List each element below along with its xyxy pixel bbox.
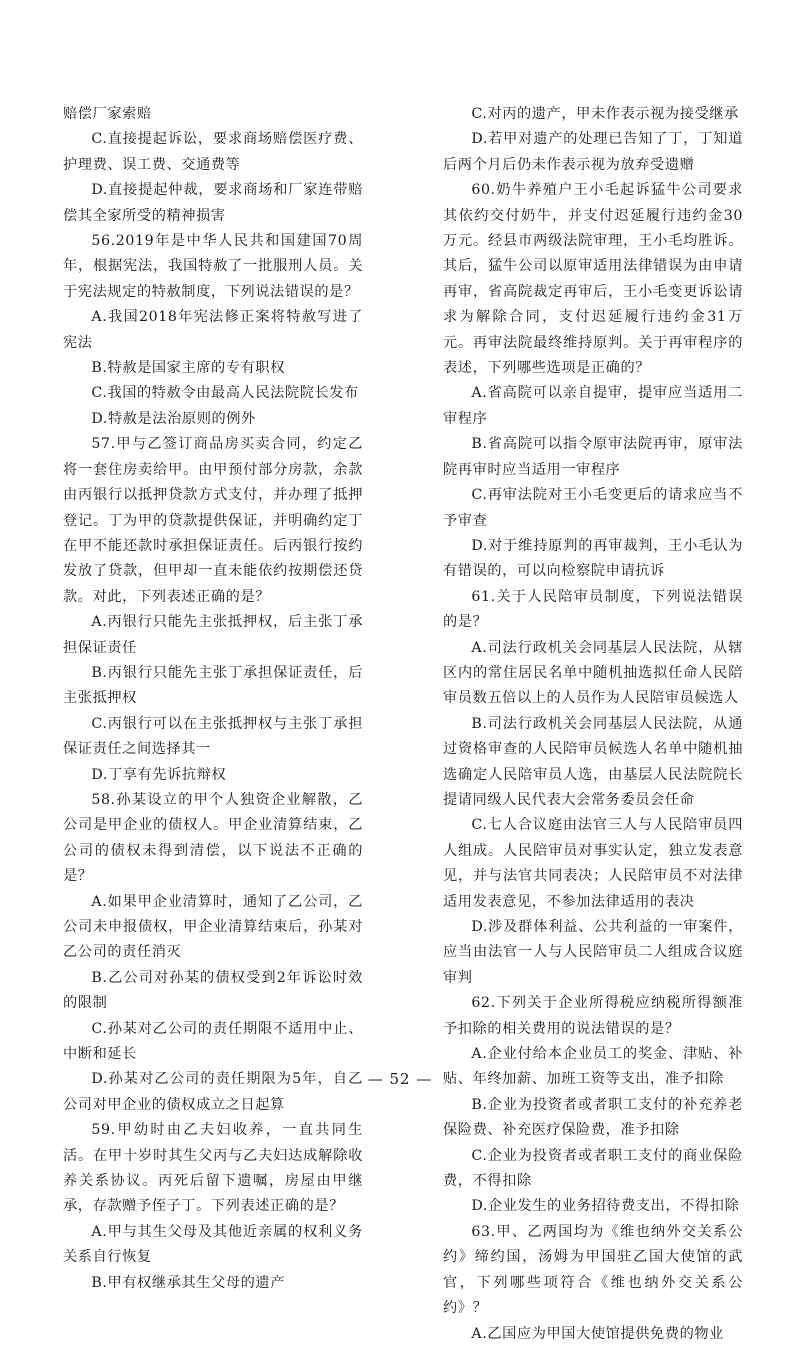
paragraph: C.丙银行可以在主张抵押权与主张丁承担保证责任之间选择其一 bbox=[63, 715, 363, 758]
paragraph: A.丙银行只能先主张抵押权，后主张丁承担保证责任 bbox=[63, 614, 363, 656]
paragraph: D.企业发生的业务招待费支出，不得扣除 bbox=[471, 1198, 740, 1215]
paragraph: D.涉及群体利益、公共利益的一审案件，应当由法官一人与人民陪审员二人组成合议庭审判 bbox=[443, 919, 743, 986]
paragraph: C.对丙的遗产，甲未作表示视为接受继承 bbox=[471, 106, 739, 122]
paragraph: D.对于维持原判的再审裁判，王小毛认为有错误的，可以向检察院申请抗诉 bbox=[443, 537, 743, 580]
paragraph: A.如果甲企业清算时，通知了乙公司，乙公司未申报债权，甲企业清算结束后，孙某对乙公司的责任消灭 bbox=[63, 893, 363, 961]
paragraph: D.孙某对乙公司的责任期限为5年，自乙公司对甲企业的债权成立之日起算 bbox=[63, 1071, 363, 1113]
left-column bbox=[63, 102, 363, 1296]
paragraph: B.甲有权继承其生父母的遗产 bbox=[91, 1274, 285, 1291]
paragraph: C.七人合议庭由法官三人与人民陪审员四人组成。人民陪审员对事实认定，独立发表意见，并与法官共同表决；人民陪审员不对法律适用发表意见，不参加法律适用的表决 bbox=[443, 817, 743, 910]
paragraph: 61.关于人民陪审员制度，下列说法错误的是？ bbox=[443, 588, 743, 631]
paragraph: A.省高院可以亲自提审，提审应当适用二审程序 bbox=[443, 385, 743, 427]
page-number: — 52 — bbox=[367, 1070, 433, 1088]
paragraph: 59.甲幼时由乙夫妇收养，一直共同生活。在甲十岁时其生父丙与乙夫妇达成解除收养关系协议。丙死后留下遗嘱，房屋由甲继承，存款赠予侄子丁。下列表述正确的是？ bbox=[63, 1122, 363, 1215]
paragraph: C.孙某对乙公司的责任期限不适用中止、中断和延长 bbox=[63, 1020, 363, 1063]
right-column bbox=[443, 102, 743, 1347]
paragraph: C.直接提起诉讼，要求商场赔偿医疗费、护理费、误工费、交通费等 bbox=[63, 131, 363, 173]
paragraph: D.直接提起仲裁，要求商场和厂家连带赔偿其全家所受的精神损害 bbox=[63, 182, 363, 224]
paragraph: D.丁享有先诉抗辩权 bbox=[91, 766, 227, 783]
paragraph: A.我国2018年宪法修正案将特赦写进了宪法 bbox=[63, 309, 363, 351]
paragraph: B.乙公司对孙某的债权受到2年诉讼时效的限制 bbox=[63, 969, 363, 1012]
paragraph: A.乙国应为甲国大使馆提供免费的物业 bbox=[471, 1325, 724, 1342]
paragraph: 62.下列关于企业所得税应纳税所得额准予扣除的相关费用的说法错误的是？ bbox=[443, 995, 743, 1037]
paragraph: C.我国的特赦令由最高人民法院院长发布 bbox=[91, 385, 359, 402]
paragraph: A.甲与其生父母及其他近亲属的权利义务关系自行恢复 bbox=[63, 1223, 363, 1266]
paragraph: 60.奶牛养殖户王小毛起诉猛牛公司要求其依约交付奶牛，并支付迟延履行违约金30万元。经县市两级法院审理，王小毛均胜诉。其后，猛牛公司以原审适用法律错误为由申请再审，省高院裁定再审后，王小毛变更诉讼请求为解除合同，支付迟延履行违约金31万元。再审法院最终维持原判。关于再审程序的表述，下列哪些选项是正确的？ bbox=[443, 182, 743, 377]
paragraph: B.丙银行只能先主张丁承担保证责任，后主张抵押权 bbox=[63, 664, 363, 707]
paragraph: 58.孙某设立的甲个人独资企业解散，乙公司是甲企业的债权人。甲企业清算结束，乙公司的债权未得到清偿，以下说法不正确的是？ bbox=[63, 791, 363, 885]
paragraph: 63.甲、乙两国均为《维也纳外交关系公约》缔约国，汤姆为甲国驻乙国大使馆的武官，下列哪些项符合《维也纳外交关系公约》？ bbox=[443, 1223, 743, 1317]
paragraph: B.司法行政机关会同基层人民法院，从通过资格审查的人民陪审员候选人名单中随机抽选确定人民陪审员人选，由基层人民法院院长提请同级人民代表大会常务委员会任命 bbox=[443, 715, 743, 808]
paragraph: 57.甲与乙签订商品房买卖合同，约定乙将一套住房卖给甲。由甲预付部分房款，余款由丙银行以抵押贷款方式支付，并办理了抵押登记。丁为甲的贷款提供保证，并明确约定丁在甲不能还款时承担保证责任。后丙银行按约发放了贷款，但甲却一直未能依约按期偿还贷款。对此，下列表述正确的是？ bbox=[63, 436, 363, 605]
paragraph: C.再审法院对王小毛变更后的请求应当不予审查 bbox=[443, 487, 743, 529]
paragraph: B.特赦是国家主席的专有职权 bbox=[91, 360, 285, 377]
paragraph: A.司法行政机关会同基层人民法院，从辖区内的常住居民名单中随机抽选拟任命人民陪审员数五倍以上的人员作为人民陪审员候选人 bbox=[443, 639, 743, 707]
paragraph: B.企业为投资者或者职工支付的补充养老保险费、补充医疗保险费，准予扣除 bbox=[443, 1096, 743, 1139]
paragraph: 56.2019年是中华人民共和国建国70周年，根据宪法，我国特赦了一批服刑人员。关于宪法规定的特赦制度，下列说法错误的是？ bbox=[63, 233, 363, 300]
paragraph: A.企业付给本企业员工的奖金、津贴、补贴、年终加薪、加班工资等支出，准予扣除 bbox=[443, 1046, 743, 1088]
paragraph: B.省高院可以指令原审法院再审，原审法院再审时应当适用一审程序 bbox=[443, 436, 743, 478]
paragraph: D.若甲对遗产的处理已告知了丁，丁知道后两个月后仍未作表示视为放弃受遗赠 bbox=[443, 131, 743, 173]
paragraph: C.企业为投资者或者职工支付的商业保险费，不得扣除 bbox=[443, 1147, 743, 1190]
paragraph: D.特赦是法治原则的例外 bbox=[91, 410, 256, 427]
paragraph: 赔偿厂家索赔 bbox=[63, 106, 152, 122]
